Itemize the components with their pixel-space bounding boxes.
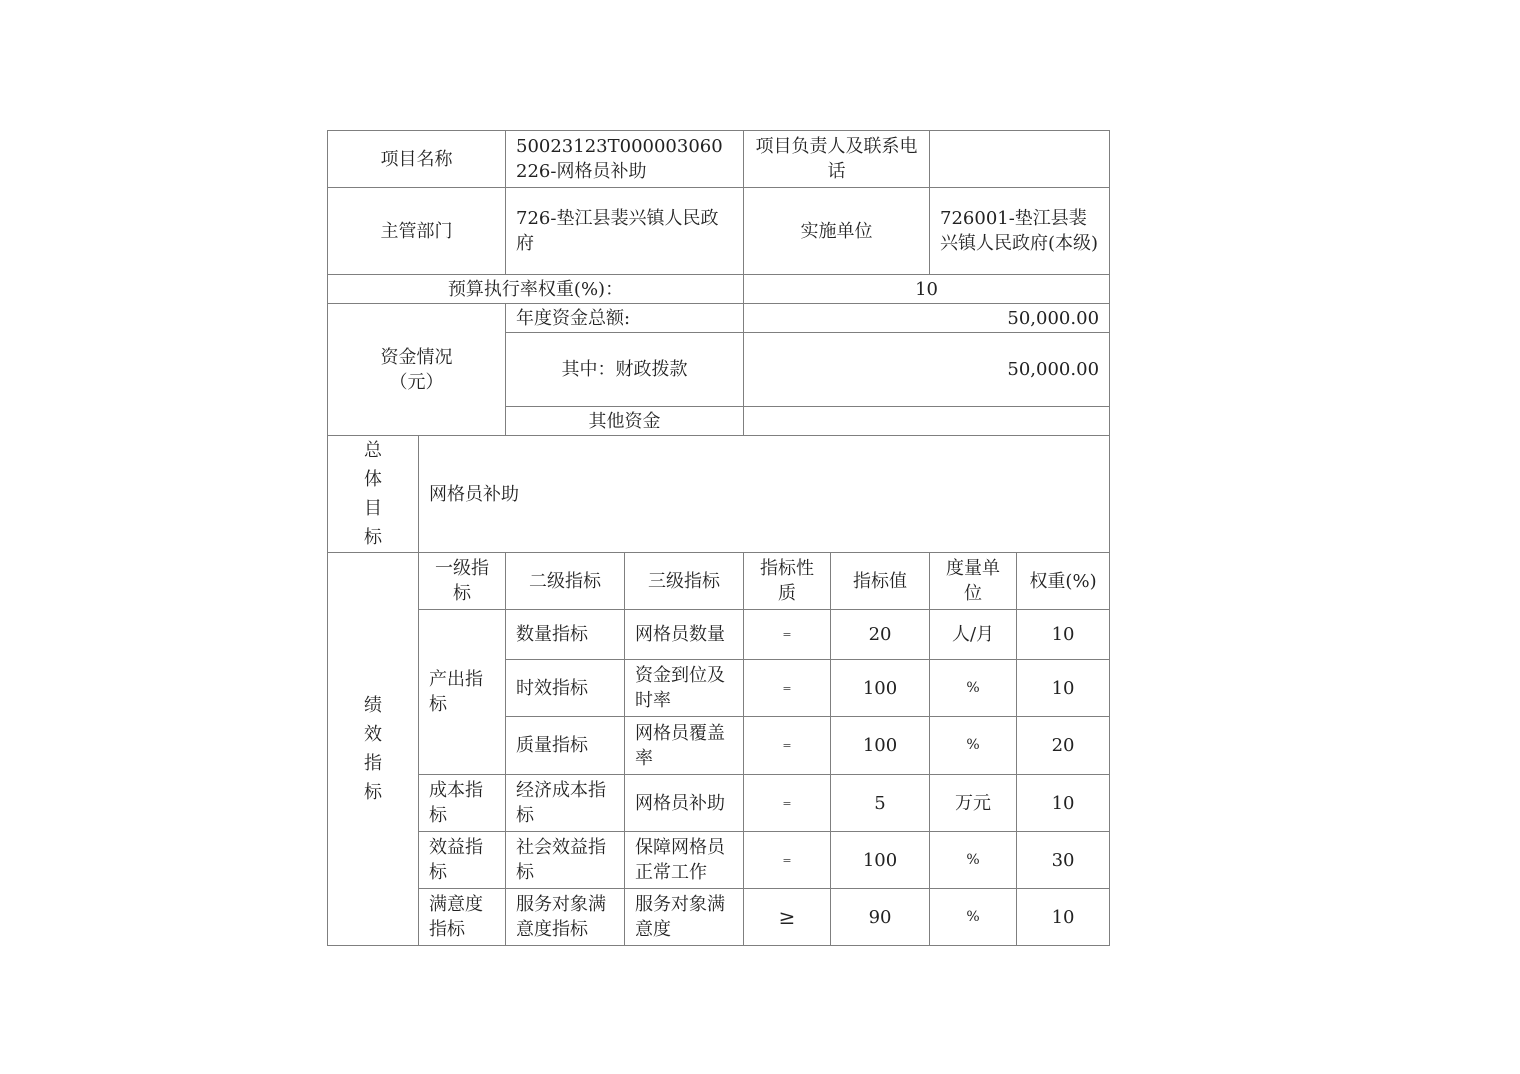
goal-text: 网格员补助 bbox=[419, 436, 1110, 553]
row-level3: 网格员覆盖率 bbox=[625, 717, 744, 775]
goal-label bbox=[328, 436, 419, 553]
row-level3: 服务对象满意度 bbox=[625, 889, 744, 946]
row-nature: = bbox=[744, 660, 831, 717]
row-nature: = bbox=[744, 717, 831, 775]
row-nature: = bbox=[744, 610, 831, 660]
table-row bbox=[328, 610, 1110, 660]
row-weight: 10 bbox=[1017, 660, 1110, 717]
perf-label-text: 绩效指标 bbox=[364, 695, 382, 803]
row-weight: 30 bbox=[1017, 832, 1110, 889]
row-level1: 满意度指标 bbox=[419, 889, 506, 946]
row-unit: % bbox=[930, 717, 1017, 775]
row-level3: 保障网格员正常工作 bbox=[625, 832, 744, 889]
row-weight: 10 bbox=[1017, 775, 1110, 832]
row-value: 100 bbox=[831, 660, 930, 717]
row-unit: % bbox=[930, 832, 1017, 889]
row-unit: 万元 bbox=[930, 775, 1017, 832]
row-unit: % bbox=[930, 660, 1017, 717]
other-funds-label: 其他资金 bbox=[506, 407, 744, 436]
row-level2: 数量指标 bbox=[506, 610, 625, 660]
budget-rate-value: 10 bbox=[744, 275, 1110, 304]
dept-value: 726-垫江县裴兴镇人民政府 bbox=[506, 188, 744, 275]
row-nature: ≥ bbox=[744, 889, 831, 946]
other-funds-value bbox=[744, 407, 1110, 436]
row-weight: 10 bbox=[1017, 610, 1110, 660]
table-row bbox=[328, 775, 1110, 832]
row-value: 90 bbox=[831, 889, 930, 946]
row-level2: 质量指标 bbox=[506, 717, 625, 775]
fiscal-funds-value: 50,000.00 bbox=[744, 333, 1110, 407]
row-level2: 经济成本指标 bbox=[506, 775, 625, 832]
row-level3: 网格员数量 bbox=[625, 610, 744, 660]
header-value: 指标值 bbox=[831, 553, 930, 610]
table-row bbox=[328, 832, 1110, 889]
row-level3: 资金到位及时率 bbox=[625, 660, 744, 717]
header-weight: 权重(%) bbox=[1017, 553, 1110, 610]
impl-value: 726001-垫江县裴兴镇人民政府(本级) bbox=[930, 188, 1110, 275]
row-nature: = bbox=[744, 832, 831, 889]
row-value: 5 bbox=[831, 775, 930, 832]
project-name-label: 项目名称 bbox=[328, 131, 506, 188]
dept-label: 主管部门 bbox=[328, 188, 506, 275]
row-level1: 效益指标 bbox=[419, 832, 506, 889]
fiscal-funds-label: 其中：财政拨款 bbox=[506, 333, 744, 407]
annual-funds-label: 年度资金总额: bbox=[506, 304, 744, 333]
row-level2: 时效指标 bbox=[506, 660, 625, 717]
project-name-value: 50023123T000003060226-网格员补助 bbox=[506, 131, 744, 188]
row-level2: 服务对象满意度指标 bbox=[506, 889, 625, 946]
header-unit: 度量单位 bbox=[930, 553, 1017, 610]
row-level2: 社会效益指标 bbox=[506, 832, 625, 889]
row-value: 100 bbox=[831, 832, 930, 889]
header-level3: 三级指标 bbox=[625, 553, 744, 610]
responsible-label: 项目负责人及联系电话 bbox=[744, 131, 930, 188]
row-level1: 产出指标 bbox=[419, 610, 506, 775]
header-level1: 一级指标 bbox=[419, 553, 506, 610]
funds-label-text: 资金情况（元） bbox=[380, 346, 453, 393]
budget-rate-label: 预算执行率权重(%)： bbox=[328, 275, 744, 304]
performance-target-table bbox=[327, 130, 1110, 946]
row-value: 100 bbox=[831, 717, 930, 775]
row-level3: 网格员补助 bbox=[625, 775, 744, 832]
goal-label-text: 总体目标 bbox=[364, 440, 382, 548]
row-level1: 成本指标 bbox=[419, 775, 506, 832]
impl-label: 实施单位 bbox=[744, 188, 930, 275]
table-row bbox=[328, 889, 1110, 946]
funds-label bbox=[328, 304, 506, 436]
row-weight: 10 bbox=[1017, 889, 1110, 946]
row-unit: 人/月 bbox=[930, 610, 1017, 660]
row-nature: = bbox=[744, 775, 831, 832]
row-weight: 20 bbox=[1017, 717, 1110, 775]
perf-label bbox=[328, 553, 419, 946]
row-value: 20 bbox=[831, 610, 930, 660]
header-nature: 指标性质 bbox=[744, 553, 831, 610]
responsible-value bbox=[930, 131, 1110, 188]
header-level2: 二级指标 bbox=[506, 553, 625, 610]
annual-funds-value: 50,000.00 bbox=[744, 304, 1110, 333]
row-unit: % bbox=[930, 889, 1017, 946]
